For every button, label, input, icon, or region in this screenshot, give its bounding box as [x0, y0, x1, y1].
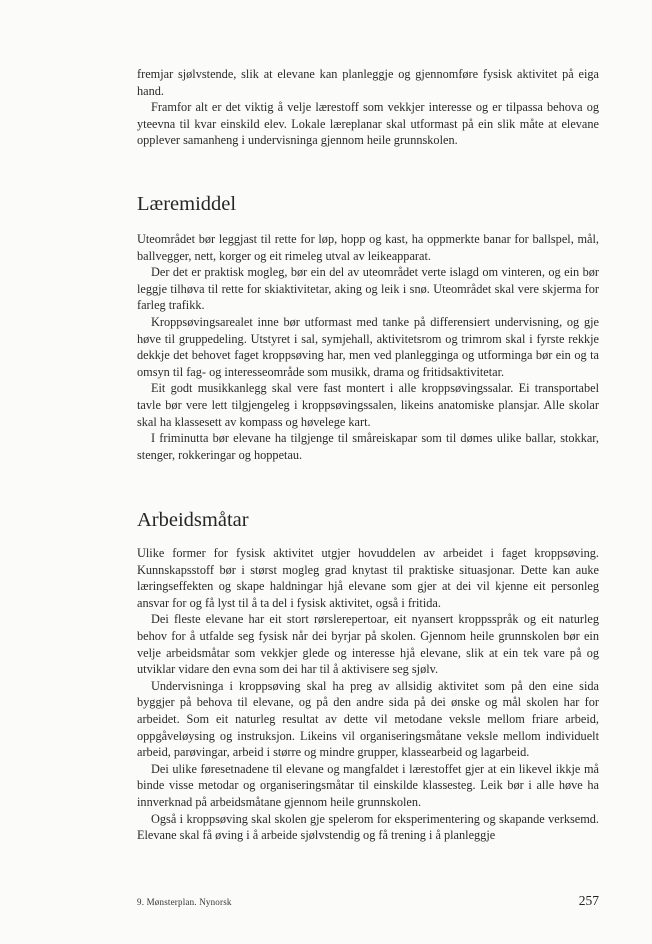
page-number: 257	[578, 893, 599, 908]
section-heading-arbeidsmatar	[137, 508, 599, 532]
arbeidsmatar-text-block	[137, 545, 599, 844]
paragraph: Undervisninga i kroppsøving skal ha preg av allsidig aktivitet som på den eine sida byggjer på behova til elevane, og på den andre sida på dei ønske og mål skolen har for arbeidet. Som eit naturleg resultat av dette vil metodane veksle mellom friare arbeid, oppgåveløysing og instruksjon. Likeins vil organiseringsmåtane veksle mellom individuelt arbeid, parøvingar, arbeid i større og mindre grupper, klassearbeid og lagarbeid.	[137, 678, 599, 760]
paragraph: fremjar sjølvstende, slik at elevane kan planleggje og gjennomføre fysisk aktivitet på eiga hand.	[137, 67, 599, 98]
laeremiddel-text-block	[137, 231, 599, 463]
page-footer	[137, 893, 599, 913]
section-heading-laeremiddel	[137, 192, 599, 216]
paragraph: I friminutta bør elevane ha tilgjenge til småreiskapar som til dømes ulike ballar, stokkar, stenger, rokkeringar og hoppetau.	[137, 431, 599, 462]
section-heading: Læremiddel	[137, 193, 237, 215]
section-heading: Arbeidsmåtar	[137, 509, 249, 531]
paragraph: Også i kroppsøving skal skolen gje spelerom for eksperimentering og skapande verksemd. Elevane skal få øving i å arbeide sjølvstendig og få trening i å planleggje	[137, 811, 599, 843]
paragraph: Dei ulike føresetnadene til elevane og mangfaldet i lærestoffet gjer at ein likevel ikkje må binde visse metodar og organiseringsmåtar til einskilde klassesteg. Leik bør i alle høve ha innverknad på arbeidsmåtane gjennom heile grunnskolen.	[137, 761, 599, 809]
paragraph: Framfor alt er det viktig å velje lærestoff som vekkjer interesse og er tilpassa behova og yteevna til kvar einskild elev. Lokale læreplanar skal utformast på ein slik måte at elevane opplever samanheng i undervisninga gjennom heile grunnskolen.	[137, 100, 599, 148]
paragraph: Eit godt musikkanlegg skal vere fast montert i alle kroppsøvingssalar. Ei transportabel tavle bør vere lett tilgjengeleg i kroppsøvingssalen, likeins anatomiske plansjar. Alle skolar skal ha klassesett av kompass og høvelege kart.	[137, 381, 599, 429]
paragraph: Uteområdet bør leggjast til rette for løp, hopp og kast, ha oppmerkte banar for ballspel, mål, ballvegger, nett, korger og eit rimeleg utval av leikeapparat.	[137, 232, 599, 263]
footer-source-label: 9. Mønsterplan. Nynorsk	[137, 897, 232, 907]
intro-text-block	[137, 66, 599, 149]
paragraph: Dei fleste elevane har eit stort rørslerepertoar, eit nyansert kroppsspråk og eit naturleg behov for å utfalde seg fysisk når dei byrjar på skolen. Gjennom heile grunnskolen bør ein velje arbeidsmåtar som vekkjer glede og interesse hjå elevane, slik at ein tek vare på og utviklar vidare den evna som dei har til å aktivisere seg sjølv.	[137, 612, 599, 677]
paragraph: Kroppsøvingsarealet inne bør utformast med tanke på differensiert undervisning, og gje høve til gruppedeling. Utstyret i sal, symjehall, aktivitetsrom og trimrom skal i fyrste rekkje dekkje det behovet faget kroppsøving har, men ved planlegginga og utforminga bør ein og ta omsyn til fag- og interesseområde som musikk, drama og fritidsaktivitetar.	[137, 314, 599, 379]
paragraph: Ulike former for fysisk aktivitet utgjer hovuddelen av arbeidet i faget kroppsøving. Kunnskapsstoff bør i størst mogleg grad knytast til praktiske situasjonar. Dette kan auke læringseffekten og skape haldningar hjå elevane som gjer at dei vil kjenne eit personleg ansvar for og få lyst til å ta del i fysisk aktivitet, også i fritida.	[137, 546, 599, 610]
paragraph: Der det er praktisk mogleg, bør ein del av uteområdet verte islagd om vinteren, og ein bør leggje tilhøva til rette for skiaktivitetar, aking og leik i snø. Uteområdet skal vere skjerma for farleg trafikk.	[137, 265, 599, 313]
